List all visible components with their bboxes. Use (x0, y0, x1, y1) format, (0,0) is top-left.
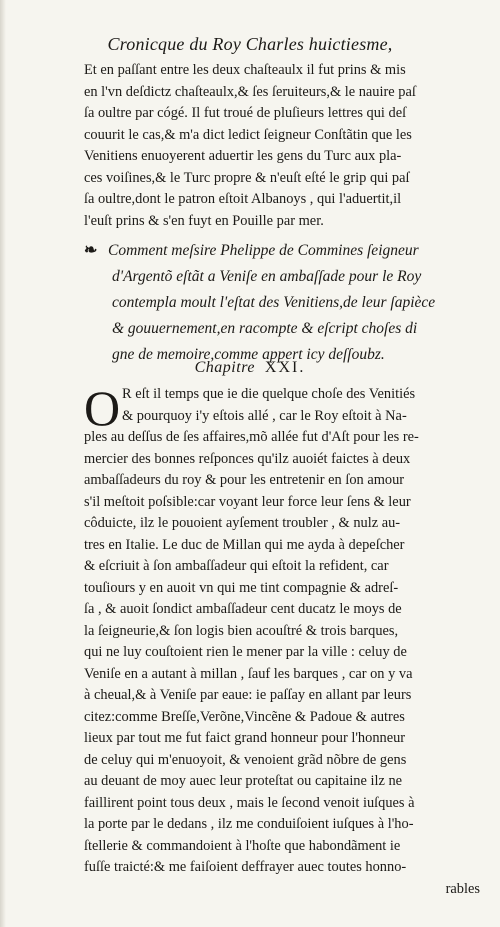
text-line: faillirent point tous deux , mais le ſecond venoit iuſques à (84, 794, 415, 811)
text-line: ſa oultre par cógé. Il fut troué de pluſieurs lettres qui deſ (84, 105, 407, 121)
intro-paragraph (84, 60, 480, 232)
chapter-title-text: Comment meſsire Phelippe de Commines ſeigneur (108, 242, 419, 259)
text-line: ambaſſadeurs du roy & pour les entretenir en ſon amour (84, 472, 405, 488)
text-line: R eſt il temps que ie die quelque choſe des Venitiés (122, 386, 416, 402)
chapter-word: Chapitre (194, 359, 255, 376)
text-line: & eſcriuit à ſon ambaſſadeur qui eſtoit la refident, car (84, 558, 389, 574)
text-line: citez:comme Breſſe,Verõne,Vincẽne & Padoue & autres (84, 708, 405, 725)
text-line: couurit le cas,& m'a dict ledict ſeigneur Conſtãtin que les (84, 126, 412, 143)
text-line: côduicte, ilz le pouoient ayſement troubler , & nulz au- (84, 515, 401, 531)
drop-cap: O (84, 380, 121, 436)
text-line: ſa oultre,dont le patron eſtoit Albanoys , qui l'aduertit,il (84, 191, 402, 207)
text-line: & pourquoy i'y eſtois allé , car le Roy eſtoit à Na- (122, 407, 407, 424)
chapter-title (84, 238, 494, 368)
page-gutter (0, 0, 6, 927)
text-line: Veniſe en a autant à millan , ſauf les barques , car on y va (84, 665, 413, 682)
text-line: tres en Italie. Le duc de Millan qui me ayda à depeſcher (84, 536, 405, 553)
text-line: fuſſe traicté:& me faiſoient deffrayer auec toutes honno- (84, 859, 407, 875)
chapter-heading (0, 359, 500, 377)
chapter-title-line: d'Argentõ eſtãt a Veniſe en ambaſſade pour le Roy (112, 268, 422, 285)
text-line: qui ne luy couſtoient rien le mener par la ville : celuy de (84, 644, 407, 660)
chapter-number: XXI. (264, 359, 306, 376)
text-line: au deuant de moy auec leur proteſtat ou capitaine ilz ne (84, 773, 403, 789)
text-line: la porte par le dedans , ilz me conduiſoient iuſques à l'ho- (84, 816, 414, 832)
catchword: rables (445, 880, 480, 897)
chapter-title-line: & gouuernement,en racompte & eſcript choſes di (112, 320, 418, 337)
text-line: de celuy qui m'enuoyoit, & venoient grãd nõbre de gens (84, 751, 407, 768)
text-line: mercier des bonnes reſponces qu'ilz auoiét faictes à deux (84, 450, 411, 467)
text-line: ces voiſines,& le Turc propre & n'euſt eſté le grip qui paſ (84, 169, 410, 186)
text-line: Venitiens enuoyerent aduertir les gens du Turc aux pla- (84, 148, 402, 164)
text-line: en l'vn deſdictz chaſteaulx,& ſes ſeruiteurs,& le nauire paſ (84, 83, 416, 100)
running-head: Cronicque du Roy Charles huictiesme, (107, 34, 393, 54)
chapter-title-line (84, 238, 494, 264)
text-line: s'il meſtoit poſsible:car voyant leur force leur ſens & leur (84, 493, 411, 510)
chapter-title-line: gne de memoire,comme appert icy deſſoubz. (112, 346, 385, 363)
text-line: Et en paſſant entre les deux chaſteaulx il fut prins & mis (84, 62, 406, 78)
text-line: ſa , & auoit ſondict ambaſſadeur cent ducatz le moys de (84, 601, 402, 617)
pilcrow-icon: ❧ (84, 242, 98, 259)
text-line: ſtellerie & commandoient à l'hoſte que habondãment ie (84, 837, 401, 854)
text-line: la ſeigneurie,& ſon logis bien acouſtré & trois barques, (84, 622, 399, 639)
text-line: ples au deſſus de ſes affaires,mõ allée fut d'Aſt pour les re- (84, 429, 419, 445)
chapter-title-line: contempla moult l'eſtat des Venitiens,de leur ſapièce (112, 294, 436, 311)
text-line: lieux par tout me fut faict grand honneur pour l'honneur (84, 730, 406, 746)
text-line: à cheual,& à Veniſe par eaue: ie paſſay en allant par leurs (84, 687, 412, 703)
body-paragraph (84, 380, 480, 900)
text-line: touſiours y en auoit vn qui me tint compagnie & adreſ- (84, 579, 399, 596)
text-line: l'euſt prins & s'en fuyt en Pouille par mer. (84, 212, 324, 229)
